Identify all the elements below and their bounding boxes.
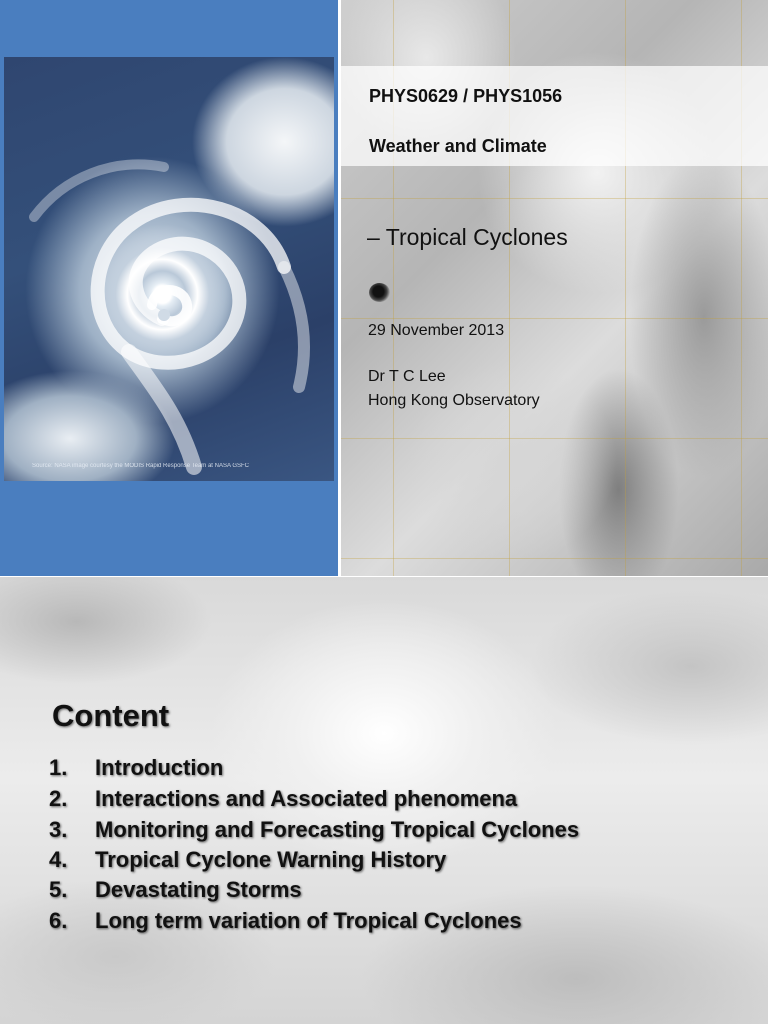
toc-item: 3. Monitoring and Forecasting Tropical Cyclones	[49, 817, 580, 842]
content-slide	[0, 577, 768, 1024]
cloud-imagery-panel	[341, 0, 768, 576]
author-organization: Hong Kong Observatory	[368, 392, 540, 409]
cyclone-spiral-graphic	[4, 57, 334, 481]
photo-credit: Source: NASA image courtesy the MODIS Rapid Response Team at NASA GSFC	[32, 463, 249, 469]
map-grid-line	[341, 198, 768, 199]
toc-item: 5. Devastating Storms	[49, 877, 302, 902]
toc-item: 6. Long term variation of Tropical Cyclones	[49, 908, 522, 933]
satellite-typhoon-image	[4, 57, 334, 481]
course-name: Weather and Climate	[369, 136, 547, 156]
lecture-date: 29 November 2013	[368, 322, 505, 339]
blue-side-panel	[0, 0, 338, 576]
toc-item: 1. Introduction	[49, 755, 224, 780]
lecture-topic: – Tropical Cyclones	[367, 224, 568, 250]
author-name: Dr T C Lee	[368, 368, 446, 385]
course-code: PHYS0629 / PHYS1056	[369, 86, 563, 106]
content-heading: Content	[52, 698, 170, 733]
map-grid-line	[341, 558, 768, 559]
toc-item: 4. Tropical Cyclone Warning History	[49, 847, 447, 872]
typhoon-eye-dot	[369, 283, 390, 302]
toc-item: 2. Interactions and Associated phenomena	[49, 786, 518, 811]
map-grid-line	[341, 438, 768, 439]
map-grid-line	[341, 318, 768, 319]
